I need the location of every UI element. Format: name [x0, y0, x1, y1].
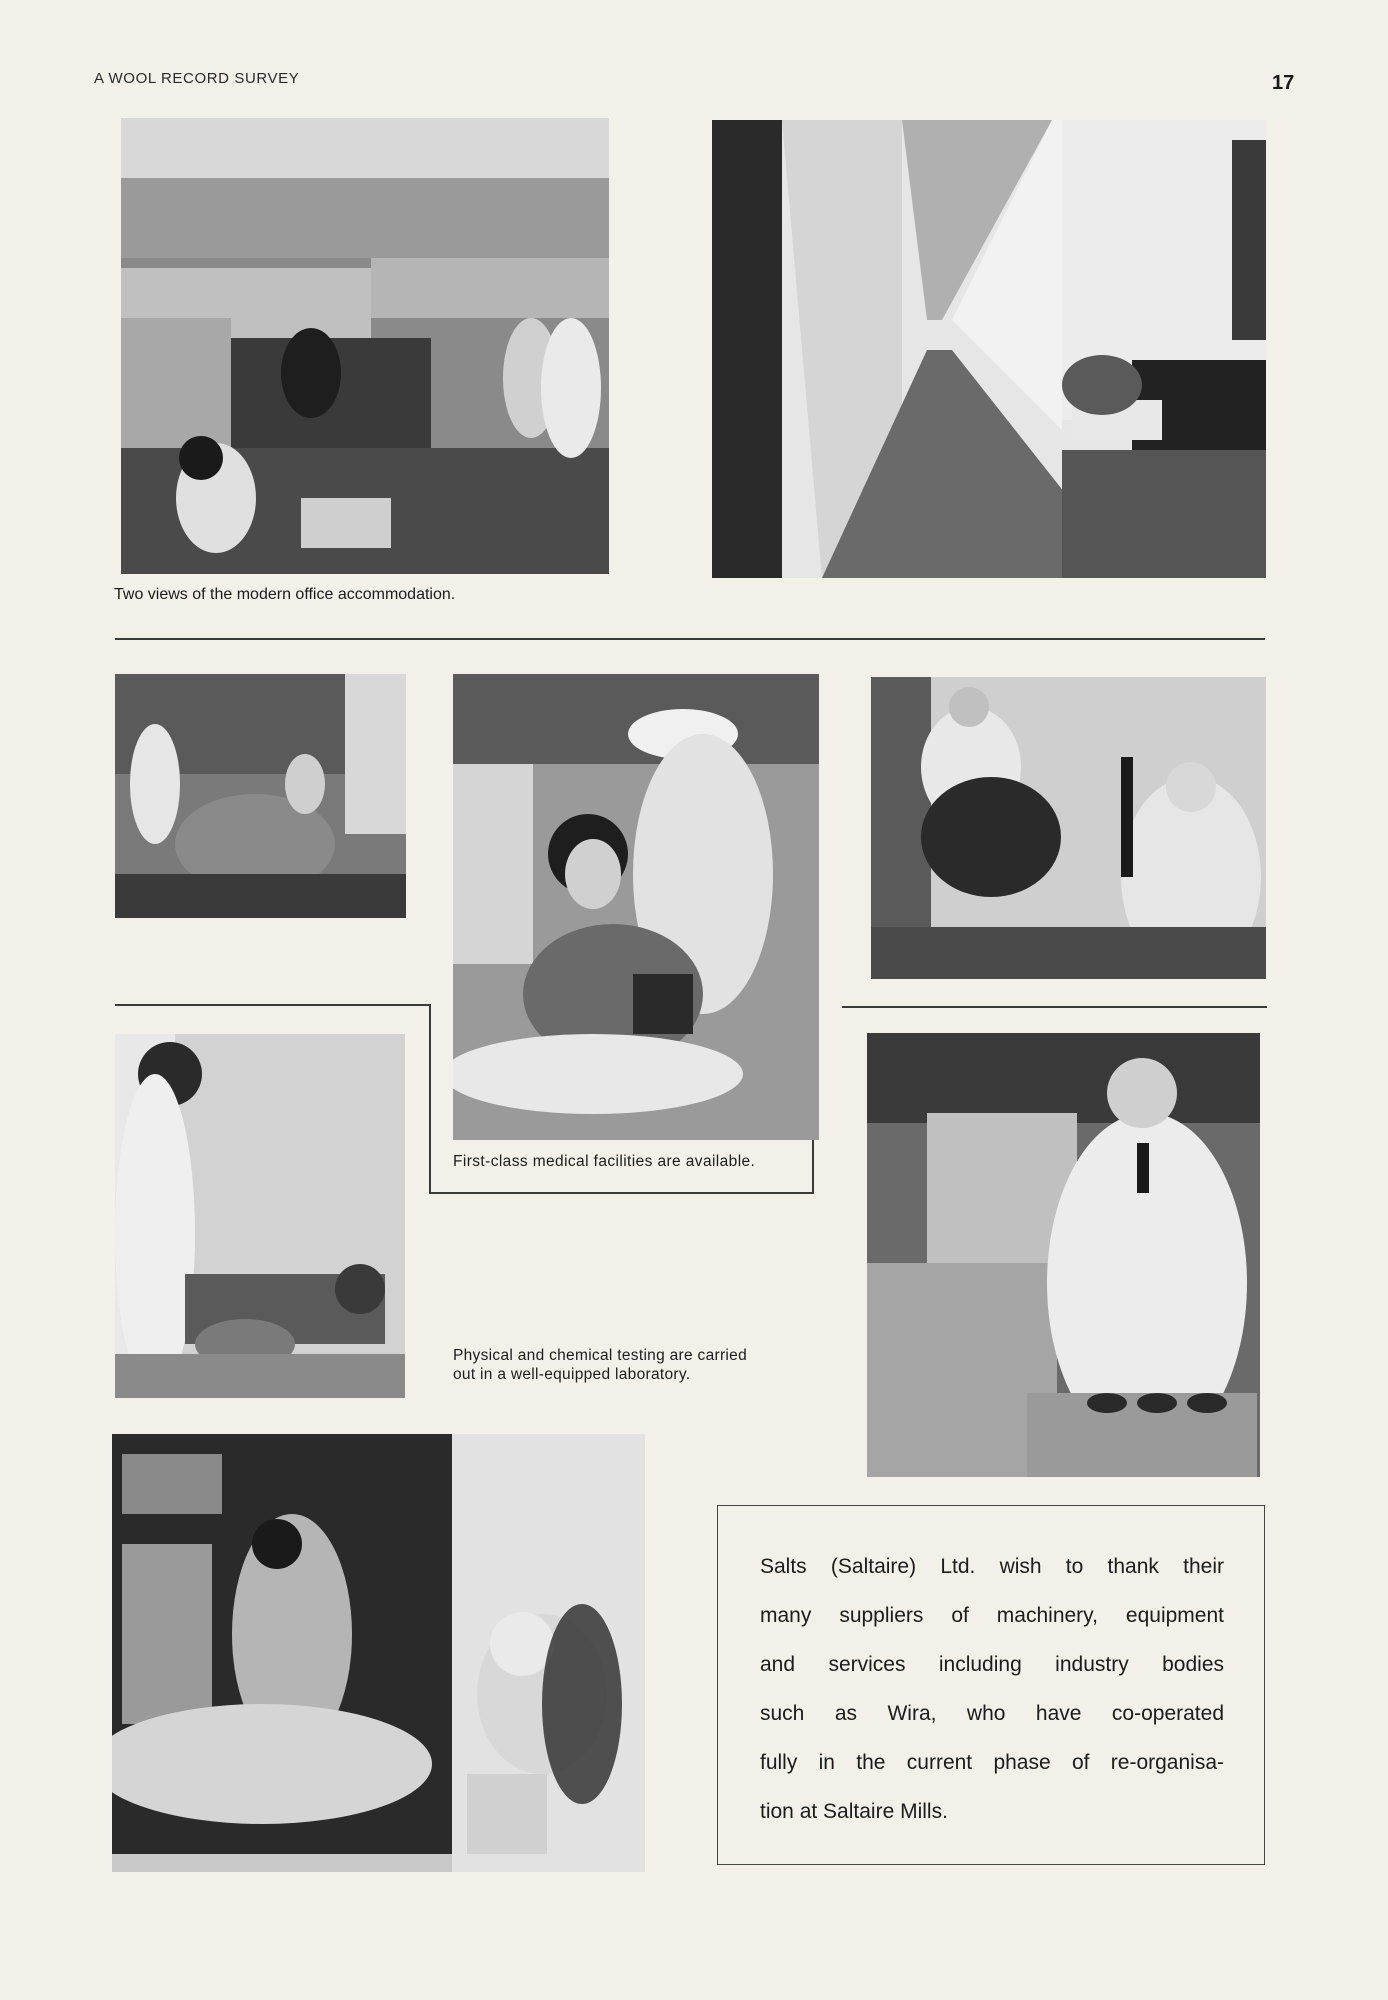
acknowledgement-line-3: and services including industry bodies	[760, 1653, 1224, 1676]
caption-laboratory-line-2: out in a well-equipped laboratory.	[453, 1366, 691, 1383]
photo-medical-eye-exam	[453, 674, 819, 1140]
photo-lab-chemist	[867, 1033, 1260, 1477]
photo-medical-treatment-room	[115, 674, 406, 918]
section-divider	[115, 638, 1265, 640]
acknowledgement-line-4: such as Wira, who have co-operated	[760, 1702, 1224, 1725]
caption-laboratory	[453, 1346, 747, 1384]
acknowledgement-text	[760, 1542, 1224, 1836]
acknowledgement-line-2: many suppliers of machinery, equipment	[760, 1604, 1224, 1627]
acknowledgement-box	[717, 1505, 1265, 1865]
frame-rule-top-left	[115, 1004, 430, 1006]
caption-office: Two views of the modern office accommodation.	[114, 586, 456, 603]
page-number: 17	[1272, 72, 1295, 94]
publication-header: A WOOL RECORD SURVEY	[94, 70, 300, 87]
frame-rule-bottom	[429, 1192, 813, 1194]
photo-office-floor	[121, 118, 609, 574]
photo-office-corridor	[712, 120, 1266, 578]
acknowledgement-line-5: fully in the current phase of re-organisa-	[760, 1751, 1224, 1774]
photo-lab-technician	[115, 1034, 405, 1398]
frame-rule-left	[429, 1004, 431, 1194]
caption-laboratory-line-1: Physical and chemical testing are carried	[453, 1347, 748, 1364]
caption-medical: First-class medical facilities are available.	[453, 1153, 756, 1170]
acknowledgement-line-6: tion at Saltaire Mills.	[760, 1800, 948, 1823]
acknowledgement-line-1: Salts (Saltaire) Ltd. wish to thank their	[760, 1555, 1224, 1578]
frame-rule-top-right	[842, 1006, 1267, 1008]
photo-medical-chiropody	[871, 677, 1266, 979]
photo-shearing-display-and-bust	[112, 1434, 645, 1872]
